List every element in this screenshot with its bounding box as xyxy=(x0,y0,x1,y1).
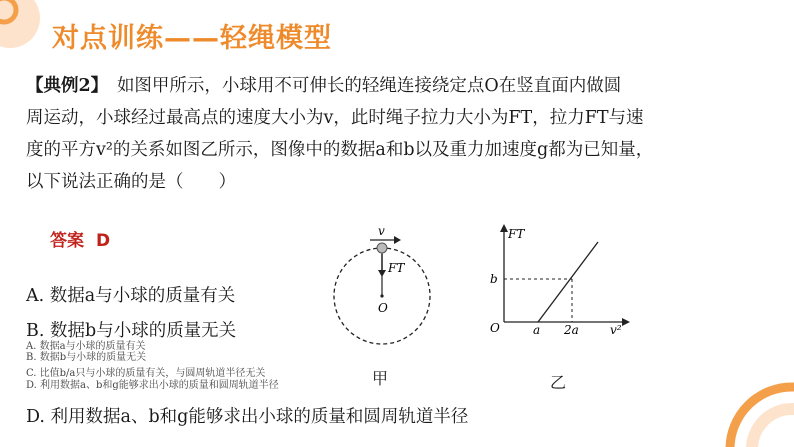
graph-line xyxy=(538,242,598,322)
ghost-line-4: D. 利用数据a、b和g能够求出小球的质量和圆周轨道半径 xyxy=(26,380,279,391)
answer-label: 答案 xyxy=(50,231,84,251)
problem-line-4: 以下说法正确的是（ ） xyxy=(26,172,236,192)
a-tick-label: a xyxy=(533,323,541,337)
ghost-line-2: B. 数据b与小球的质量无关 xyxy=(26,352,147,363)
2a-tick-label: 2a xyxy=(564,323,579,337)
y-axis-arrow xyxy=(500,224,508,232)
v-label: v xyxy=(378,226,385,238)
ball xyxy=(377,243,387,253)
b-label: b xyxy=(490,272,498,286)
force-label: FT xyxy=(388,261,405,275)
slide-title: 对点训练——轻绳模型 xyxy=(52,23,332,54)
figure-jia xyxy=(330,226,440,356)
option-d: D. 利用数据a、b和g能够求出小球的质量和圆周轨道半径 xyxy=(26,407,469,427)
example-tag: 【典例2】 xyxy=(26,76,100,96)
ghost-line-3: C. 比值b/a只与小球的质量有关，与圆周轨道半径无关 xyxy=(26,368,266,379)
force-arrow-head xyxy=(378,270,386,277)
problem-line-3: 度的平方v²的关系如图乙所示，图像中的数据a和b以及重力加速度g都为已知量， xyxy=(26,140,654,160)
corner-decoration xyxy=(694,367,794,447)
answer xyxy=(50,226,110,251)
problem-line-1: 【典例2】 如图甲所示，小球用不可伸长的轻绳连接绕定点O在竖直面内做圆 xyxy=(26,76,622,96)
y-axis-label: FT xyxy=(508,227,525,241)
problem-line-2: 周运动，小球经过最高点的速度大小为v，此时绳子拉力大小为FT，拉力FT与速 xyxy=(26,108,644,128)
answer-value: D xyxy=(96,231,111,251)
figure-yi xyxy=(486,222,636,340)
x-axis-arrow xyxy=(622,318,630,326)
option-a: A. 数据a与小球的质量有关 xyxy=(26,286,236,306)
option-b: B. 数据b与小球的质量无关 xyxy=(26,321,237,341)
center-point xyxy=(380,294,383,297)
origin-label: O xyxy=(490,321,500,335)
ghost-line-1: A. 数据a与小球的质量有关 xyxy=(26,341,146,352)
x-axis-label: v² xyxy=(610,323,622,337)
figure-yi-label: 乙 xyxy=(550,373,567,392)
center-label: O xyxy=(378,301,388,315)
figure-jia-label: 甲 xyxy=(372,369,389,388)
velocity-arrow-head xyxy=(394,236,401,244)
problem-text xyxy=(26,70,778,198)
